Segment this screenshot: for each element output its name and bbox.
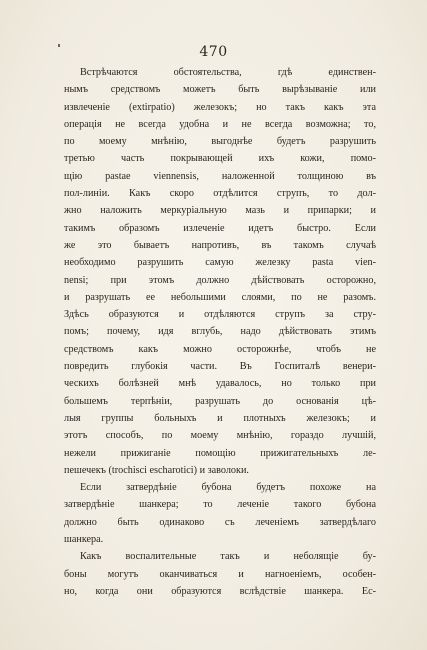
text-line: такимъ образомъ излеченіе идетъ быстро. Если <box>64 222 376 234</box>
text-line: жно наложить меркуріальную мазь и припарки; и <box>64 205 376 217</box>
text-line: средствомъ какъ можно осторожнѣе, чтобъ не <box>64 343 376 355</box>
text-line: nensi; при этомъ должно дѣйствовать осторожно, <box>64 274 376 286</box>
text-line: Если затвердѣніе бубона будетъ похоже на <box>80 482 376 494</box>
text-line: и разрушать ее небольшими слоями, по не разомъ. <box>64 291 376 303</box>
page-number: 470 <box>199 44 228 60</box>
text-line: но, когда они образуются вслѣдствіе шанкера. Ес- <box>64 585 376 597</box>
paragraph <box>64 548 376 600</box>
text-line: большемъ терпѣніи, разрушать до основанія цѣ- <box>64 395 376 407</box>
paragraph <box>64 479 376 548</box>
text-line: извлеченіе (extirpatio) железокъ; но такъ какъ эта <box>64 101 376 113</box>
text-line: затвердѣніе шанкера; то леченіе такого бубона <box>64 499 376 511</box>
text-line: боны могутъ оканчиваться и нагноеніемъ, особен- <box>64 568 376 580</box>
text-line: шанкера. <box>64 534 104 546</box>
text-line: щію pastae viennensis, наложенной толщиною въ <box>64 170 376 182</box>
text-line: пешечекъ (trochisci escharotici) и заволоки. <box>64 464 249 476</box>
text-line: по моему мнѣнію, выгоднѣе будетъ разрушить <box>64 136 376 148</box>
text-line: ческихъ болѣзней мнѣ удавалось, но только при <box>64 378 376 390</box>
text-line: помъ; почему, идя вглубь, надо дѣйствовать этимъ <box>64 326 376 338</box>
text-line: нымъ средствомъ можетъ быть вырѣзываніе или <box>64 84 376 96</box>
text-line: нежели прижиганіе помощію прижигательныхъ ле- <box>64 447 376 459</box>
text-line: третью часть покрывающей ихъ кожи, помо- <box>64 153 376 165</box>
text-line: этотъ способъ, по моему мнѣнію, гораздо лучшій, <box>64 430 376 442</box>
text-line: же это бываетъ напротивъ, въ такомъ случаѣ <box>64 239 376 251</box>
text-line: повредить глубокія части. Въ Госпиталѣ венери- <box>64 361 376 373</box>
text-line: лыя группы больныхъ и плотныхъ железокъ; и <box>64 412 376 424</box>
text-line: Здѣсь образуются и отдѣляются струпъ за стру- <box>64 309 376 321</box>
text-line: должно быть одинаково съ леченіемъ затвердѣлаго <box>64 516 376 528</box>
body-text <box>64 64 376 600</box>
paragraph <box>64 64 376 479</box>
text-line: Какъ воспалительные такъ и неболящіе бу- <box>80 551 376 563</box>
text-line: пол-линіи. Какъ скоро отдѣлится струпъ, то дол- <box>64 188 376 200</box>
text-line: операція не всегда удобна и не всегда возможна; то, <box>64 118 376 130</box>
text-line: Встрѣчаются обстоятельства, гдѣ единствен- <box>80 67 376 78</box>
text-line: необходимо разрушить самую железку pasta vien- <box>64 257 376 269</box>
